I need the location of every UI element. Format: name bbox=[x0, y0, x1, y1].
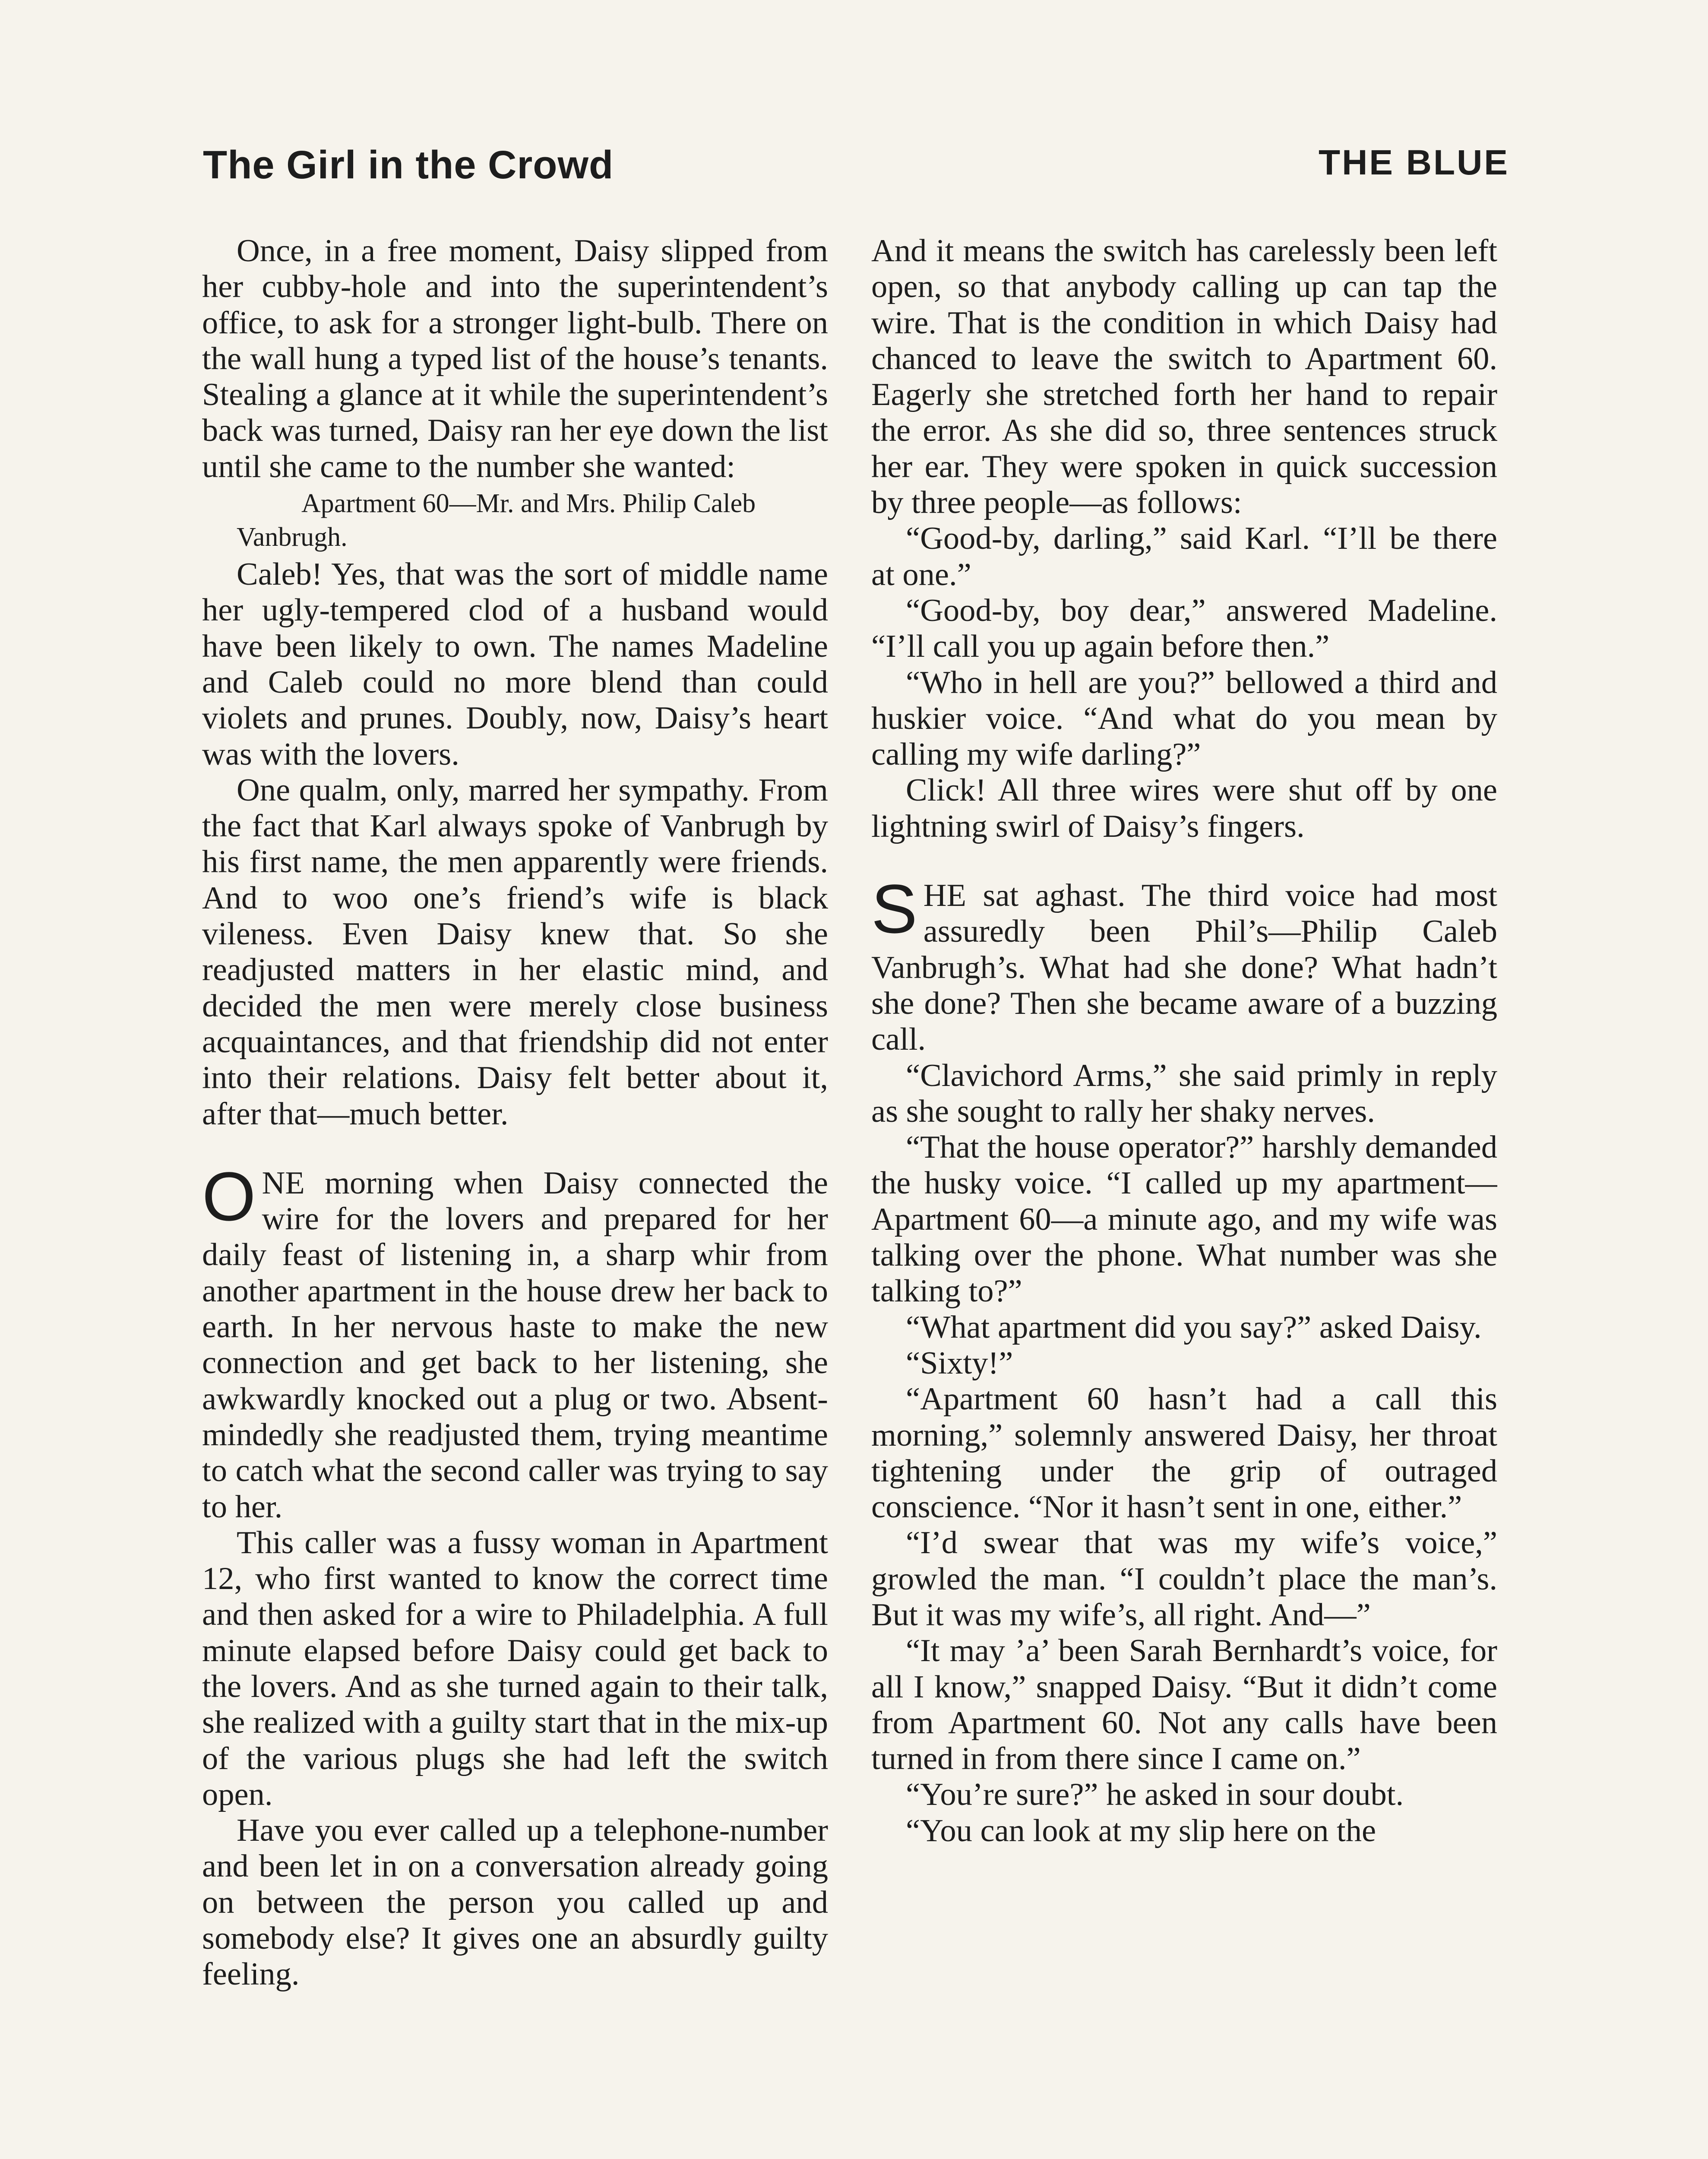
drop-cap: O bbox=[202, 1157, 256, 1235]
paragraph: And it means the switch has carelessly been left open, so that anybody calling up can tap the wire. That is the condition in which Daisy had chanced to leave the switch to Apartment 60. Eagerly she stretched forth her hand to repair the error. As she did so, three sentences struck her ear. They were spoken in quick succession by three people—as follows: bbox=[871, 233, 1497, 521]
paragraph: Once, in a free moment, Daisy slipped from her cubby-hole and into the superintendent’s office, to ask for a stronger light-bulb. There on the wall hung a typed list of the house’s tenants. Stealing a glance at it while the superintendent’s back was turned, Daisy ran her eye down the list until she came to the number she wanted: bbox=[202, 233, 828, 484]
paragraph: “Apartment 60 hasn’t had a call this morning,” solemnly answered Daisy, her throat tightening under the grip of outraged conscience. “Nor it hasn’t sent in one, either.” bbox=[871, 1381, 1497, 1525]
section-opening-paragraph bbox=[202, 1157, 828, 1525]
left-column bbox=[202, 233, 828, 2159]
paragraph: “You can look at my slip here on the bbox=[906, 1813, 1376, 1849]
drop-cap: S bbox=[871, 870, 917, 948]
paragraph: “Good-by, boy dear,” answered Madeline. “I’ll call you up again before then.” bbox=[871, 592, 1497, 665]
paragraph: “Good-by, darling,” said Karl. “I’ll be there at one.” bbox=[871, 521, 1497, 592]
paragraph: This caller was a fussy woman in Apartment 12, who first wanted to know the correct time and then asked for a wire to Philadelphia. A full minute elapsed before Daisy could get back to the lovers. And as she turned again to their talk, she realized with a guilty start that in the mix-up of the various plugs she had left the switch open. bbox=[202, 1525, 828, 1812]
paragraph: One qualm, only, marred her sympathy. From the fact that Karl always spoke of Vanbrugh by his first name, the men apparently were friends. And to woo one’s friend’s wife is black vileness. Even Daisy knew that. So she readjusted matters in her elastic mind, and decided the men were merely close business acquaintances, and that friendship did not enter into their relations. Daisy felt better about it, after that—much better. bbox=[202, 772, 828, 1132]
paragraph: “What apartment did you say?” asked Daisy. bbox=[906, 1309, 1482, 1345]
paragraph: Click! All three wires were shut off by one lightning swirl of Daisy’s fingers. bbox=[871, 772, 1497, 844]
magazine-name: THE BLUE bbox=[1319, 143, 1509, 182]
page-header bbox=[203, 142, 1509, 194]
paragraph: “I’d swear that was my wife’s voice,” growled the man. “I couldn’t place the man’s. But it was my wife’s, all right. And—” bbox=[871, 1525, 1497, 1633]
paragraph: “Who in hell are you?” bellowed a third and huskier voice. “And what do you mean by calling my wife darling?” bbox=[871, 665, 1497, 772]
running-title: The Girl in the Crowd bbox=[203, 143, 614, 187]
paragraph-text: NE morning when Daisy connected the wire for the lovers and prepared for her daily feast of listening in, a sharp whir from another apartment in the house drew her back to earth. In her nervous haste to make the new connection and get back to her listening, she awkwardly knocked out a plug or two. Absent-mindedly she readjusted them, trying meantime to catch what the second caller was trying to say to her. bbox=[202, 1165, 828, 1525]
paragraph: “That the house operator?” harshly demanded the husky voice. “I called up my apartment—Apartment 60—a minute ago, and my wife was talking over the phone. What number was she talking to?” bbox=[871, 1130, 1497, 1309]
section-opening-paragraph bbox=[871, 870, 1497, 1057]
paragraph-text: HE sat aghast. The third voice had most assuredly been Phil’s—Philip Caleb Vanbrugh’s. What had she done? What hadn’t she done? Then she became aware of a buzzing call. bbox=[871, 878, 1497, 1057]
paragraph: “Clavichord Arms,” she said primly in reply as she sought to rally her shaky nerves. bbox=[871, 1057, 1497, 1129]
apartment-listing: Apartment 60—Mr. and Mrs. Philip Caleb Vanbrugh. bbox=[237, 489, 756, 552]
paragraph: “You’re sure?” he asked in sour doubt. bbox=[906, 1777, 1404, 1813]
paragraph: Have you ever called up a telephone-number and been let in on a conversation already going on between the person you called up and somebody else? It gives one an absurdly guilty feeling. bbox=[202, 1813, 828, 1992]
paragraph: “It may ’a’ been Sarah Bernhardt’s voice, for all I know,” snapped Daisy. “But it didn’t come from Apartment 60. Not any calls have been turned in from there since I came on.” bbox=[871, 1633, 1497, 1777]
right-column bbox=[871, 233, 1497, 2159]
paragraph: Caleb! Yes, that was the sort of middle name her ugly-tempered clod of a husband would have been likely to own. The names Madeline and Caleb could no more blend than could violets and prunes. Doubly, now, Daisy’s heart was with the lovers. bbox=[202, 557, 828, 772]
paragraph: “Sixty!” bbox=[906, 1345, 1013, 1381]
